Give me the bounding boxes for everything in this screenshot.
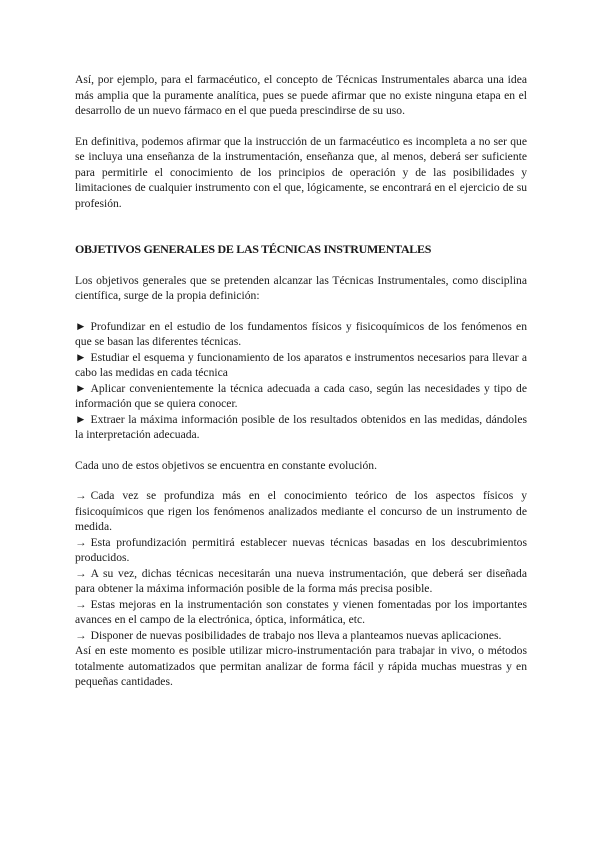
objective-item: ► Aplicar convenientemente la técnica adecuada a cada caso, según las necesidades y tipo de información que se quiera conocer. — [75, 381, 527, 410]
arrow-right-icon: → — [75, 535, 87, 549]
section-lead: Los objetivos generales que se pretenden alcanzar las Técnicas Instrumentales, como disciplina científica, surge de la propia definición: — [75, 273, 527, 302]
triangle-bullet-icon: ► — [75, 350, 87, 364]
arrow-right-icon: → — [75, 489, 87, 502]
document-body — [75, 72, 527, 690]
arrow-right-icon: → — [75, 566, 87, 580]
evolution-item: → A su vez, dichas técnicas necesitarán una nueva instrumentación, que deberá ser diseñada para obtener la máxima información posible de la forma más precisa posible. — [75, 566, 527, 595]
evolution-item: → Esta profundización permitirá establecer nuevas técnicas basadas en los descubrimientos producidos. — [75, 535, 527, 564]
evolution-note: Cada uno de estos objetivos se encuentra en constante evolución. — [75, 458, 377, 472]
intro-paragraph-2: En definitiva, podemos afirmar que la instrucción de un farmacéutico es incompleta a no ser que se incluya una enseñanza de la instrumentación, enseñanza que, al menos, deberá ser suficiente para permitirle el conocimiento de los principios de operación y de las posibilidades y limitaciones de cualquier instrumento con el que, lógicamente, se encontrará en el ejercicio de su profesión. — [75, 134, 527, 210]
objective-item: ► Estudiar el esquema y funcionamiento de los aparatos e instrumentos necesarios para llevar a cabo las medidas en cada técnica — [75, 350, 527, 379]
triangle-bullet-icon: ► — [75, 381, 87, 395]
intro-paragraph-1: Así, por ejemplo, para el farmacéutico, el concepto de Técnicas Instrumentales abarca una idea más amplia que la puramente analítica, pues se puede afirmar que no existe ninguna etapa en el desarrollo de un nuevo fármaco en el que pueda prescindirse de su uso. — [75, 73, 527, 117]
triangle-bullet-icon: ► — [75, 319, 87, 333]
objective-item: ► Extraer la máxima información posible de los resultados obtenidos en las medidas, dándoles la interpretación adecuada. — [75, 412, 527, 441]
evolution-list — [75, 488, 527, 643]
triangle-bullet-icon: ► — [75, 412, 87, 426]
closing-paragraph: Así en este momento es posible utilizar micro-instrumentación para trabajar in vivo, o métodos totalmente automatizados que permitan analizar de forma fácil y rápida muchas muestras y en pequeñas cantidades. — [75, 644, 527, 688]
section-heading: OBJETIVOS GENERALES DE LAS TÉCNICAS INSTRUMENTALES — [75, 242, 432, 256]
arrow-right-icon: → — [75, 597, 87, 611]
evolution-item: → Disponer de nuevas posibilidades de trabajo nos lleva a planteamos nuevas aplicaciones. — [75, 628, 502, 642]
evolution-item: → Cada vez se profundiza más en el conocimiento teórico de los aspectos físicos y fisicoquímicos que rigen los fenómenos analizados mediante el concurso de un instrumento de medida. — [75, 489, 527, 533]
arrow-right-icon: → — [75, 628, 87, 642]
evolution-item: → Estas mejoras en la instrumentación son constates y vienen fomentadas por los importantes avances en el campo de la electrónica, óptica, informática, etc. — [75, 597, 527, 626]
objectives-list — [75, 319, 527, 443]
objective-item: ► Profundizar en el estudio de los fundamentos físicos y fisicoquímicos de los fenómenos en que se basan las diferentes técnicas. — [75, 319, 527, 348]
